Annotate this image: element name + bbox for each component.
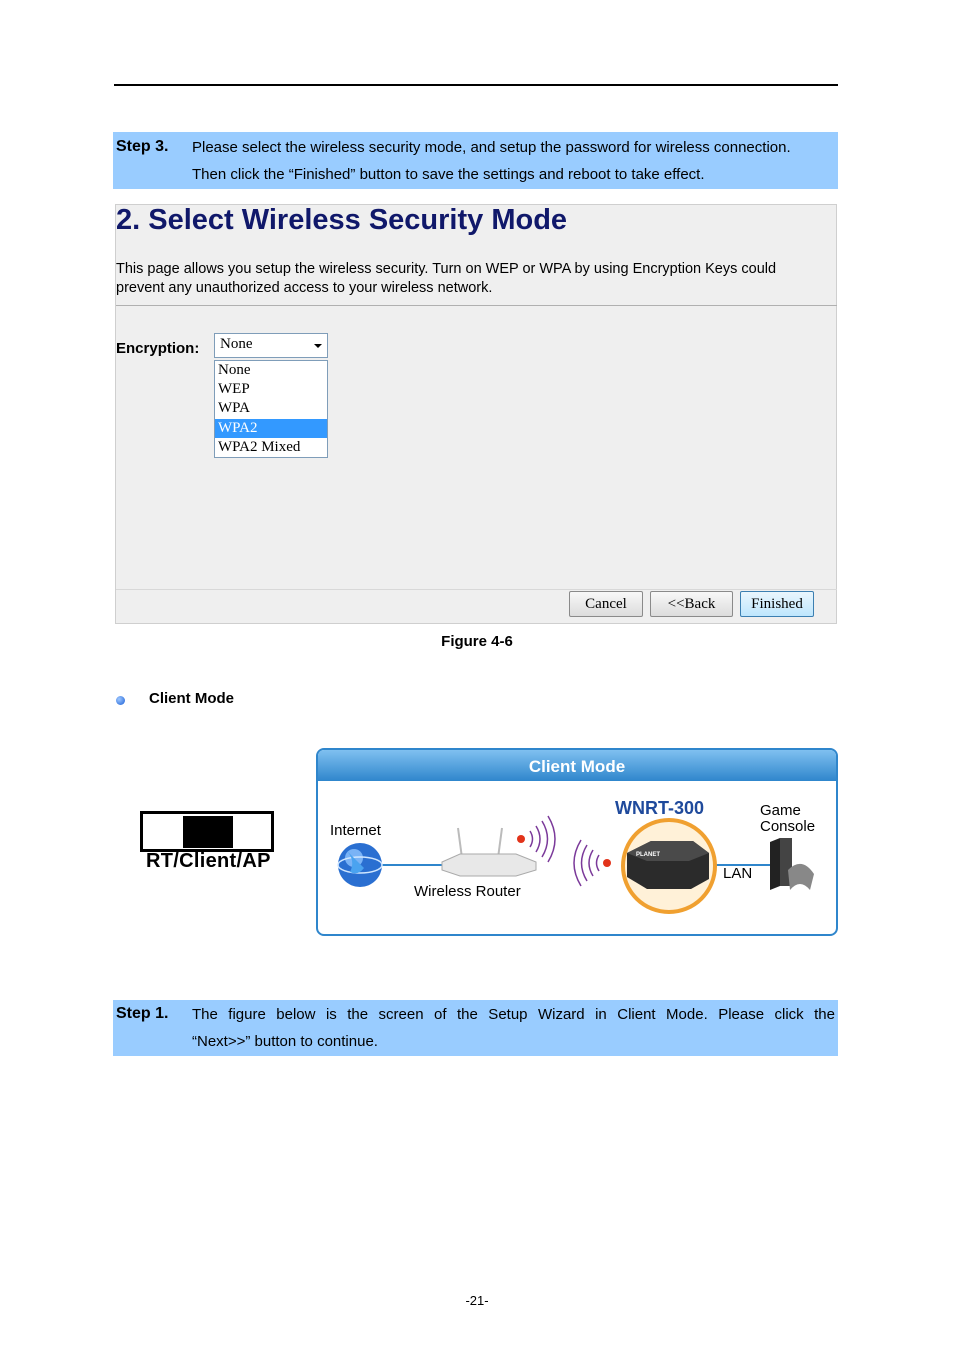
step-1-line2: “Next>>” button to continue. [192,1033,378,1050]
step-3-text [192,134,835,188]
step-1-label: Step 1. [116,1005,169,1022]
wifi-signal-icon [517,816,555,862]
console-label [760,803,815,835]
internet-label: Internet [330,822,381,839]
option-wep[interactable]: WEP [218,381,250,397]
switch-label: RT/Client/AP [146,850,271,872]
lan-label: LAN [723,865,753,882]
step-1-box [113,1000,838,1056]
step-1-line1: The figure below is the screen of the Setup Wizard in Client Mode. Please click the [192,1006,835,1023]
cancel-button[interactable]: Cancel [569,591,643,617]
switch-knob [183,816,233,848]
finished-button[interactable]: Finished [740,591,814,617]
router-label: Wireless Router [414,883,521,900]
device-label: WNRT-300 [615,798,705,818]
globe-icon [338,843,382,887]
header-rule [114,84,838,86]
panel-desc-line2: prevent any unauthorized access to your wireless network. [116,280,493,296]
panel-divider [116,305,837,306]
wnrt-300-device-icon [623,820,715,912]
client-mode-heading: Client Mode [149,690,234,707]
device-brand-text: PLANET [636,852,660,858]
wifi-signal-icon [574,840,611,886]
mode-switch-illustration [140,811,274,852]
page-number: -21- [465,1293,489,1308]
bullet-icon [116,696,125,705]
back-button[interactable]: <<Back [650,591,733,617]
panel-title: 2. Select Wireless Security Mode [116,204,568,236]
step-3-label: Step 3. [116,138,169,155]
option-wpa2[interactable]: WPA2 [215,419,327,438]
console-label-line1: Game [760,802,801,819]
option-none[interactable]: None [218,362,251,378]
option-wpa[interactable]: WPA [218,400,250,416]
panel-description [116,260,838,298]
encryption-select[interactable] [214,333,328,358]
console-label-line2: Console [760,818,816,835]
figure-caption: Figure 4-6 [441,633,513,650]
chevron-down-icon [314,344,322,348]
diagram-graphics [318,750,836,934]
step-3-line1: Please select the wireless security mode, and setup the password for wireless connection. [192,139,791,156]
step-3-line2: Then click the “Finished” button to save the settings and reboot to take effect. [192,166,705,183]
button-bar-divider [116,589,837,590]
encryption-label: Encryption: [116,340,200,357]
encryption-selected-value: None [220,336,253,352]
game-console-icon [770,838,814,890]
client-mode-diagram [316,748,838,936]
step-1-text [192,1001,835,1055]
encryption-dropdown-list [214,360,328,458]
step-3-box [113,132,838,189]
option-wpa2-mixed[interactable]: WPA2 Mixed [218,439,301,455]
panel-desc-line1: This page allows you setup the wireless security. Turn on WEP or WPA by using Encryption Keys could [116,261,777,277]
diagram-header: Client Mode [318,750,836,781]
